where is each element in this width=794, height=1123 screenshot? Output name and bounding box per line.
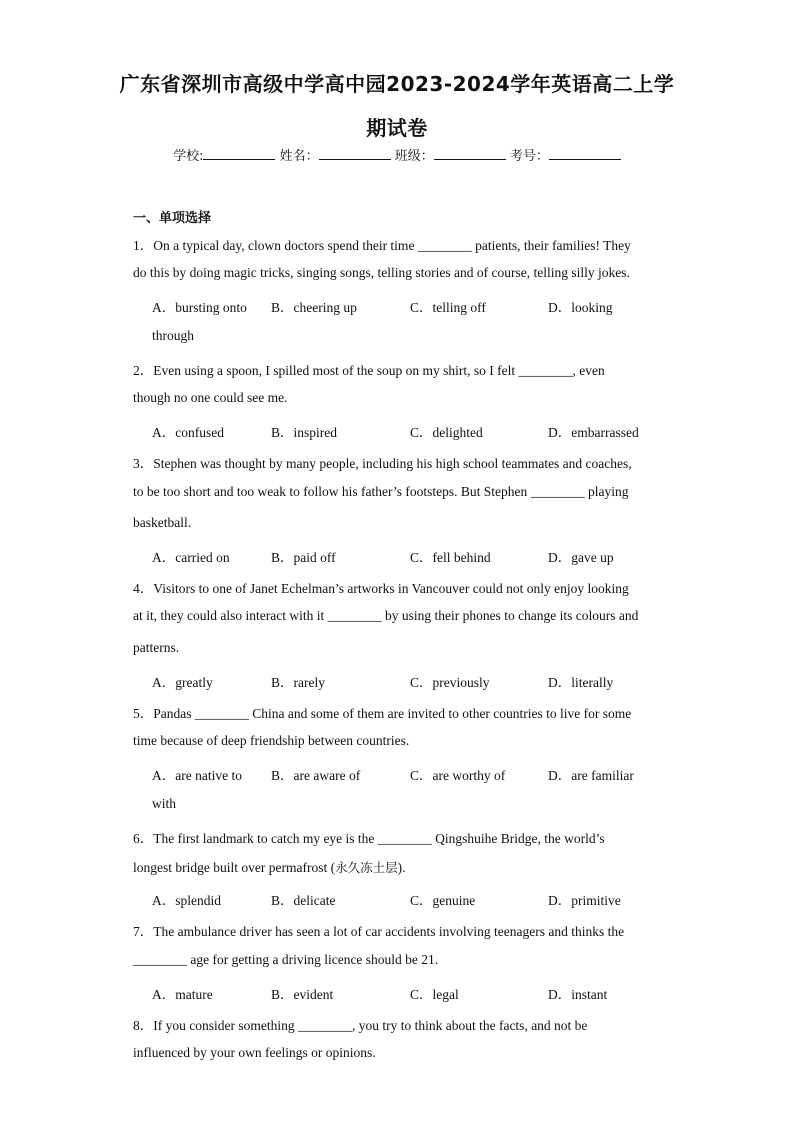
q5-option-d[interactable]: D．are familiar bbox=[548, 768, 634, 783]
question-2-line-2: though no one could see me. bbox=[133, 390, 288, 405]
question-4-line-1: 4．Visitors to one of Janet Echelman’s artworks in Vancouver could not only enjoy looking bbox=[133, 581, 629, 596]
q3-option-c[interactable]: C．fell behind bbox=[410, 550, 491, 565]
q2-option-d[interactable]: D．embarrassed bbox=[548, 425, 639, 440]
q2-option-c[interactable]: C．delighted bbox=[410, 425, 483, 440]
exam-title-line-2: 期试卷 bbox=[366, 116, 428, 140]
exam-title-line-1: 广东省深圳市高级中学高中园2023-2024学年英语高二上学 bbox=[119, 72, 675, 96]
school-field[interactable] bbox=[203, 147, 275, 160]
student-info-row bbox=[0, 145, 794, 164]
question-7-line-1: 7．The ambulance driver has seen a lot of car accidents involving teenagers and thinks the bbox=[133, 924, 625, 939]
question-1-line-2: do this by doing magic tricks, singing songs, telling stories and of course, telling silly jokes. bbox=[133, 265, 630, 280]
q4-option-c[interactable]: C．previously bbox=[410, 675, 490, 690]
q5-option-c[interactable]: C．are worthy of bbox=[410, 768, 506, 783]
q1-option-a[interactable]: A．bursting onto bbox=[152, 300, 247, 315]
q4-option-d[interactable]: D．literally bbox=[548, 675, 614, 690]
q1-option-d[interactable]: D．looking bbox=[548, 300, 613, 315]
q3-option-a[interactable]: A．carried on bbox=[152, 550, 230, 565]
q5-option-b[interactable]: B．are aware of bbox=[271, 768, 361, 783]
question-5-line-1: 5．Pandas ________ China and some of them are invited to other countries to live for some bbox=[133, 706, 632, 721]
number-label: 考号： bbox=[509, 149, 549, 164]
question-8-line-1: 8．If you consider something ________, you try to think about the facts, and not be bbox=[133, 1018, 588, 1033]
class-field[interactable] bbox=[434, 147, 506, 160]
q2-option-b[interactable]: B．inspired bbox=[271, 425, 337, 440]
question-2-line-1: 2．Even using a spoon, I spilled most of the soup on my shirt, so I felt ________, even bbox=[133, 363, 605, 378]
question-5-line-2: time because of deep friendship between countries. bbox=[133, 733, 410, 748]
q2-option-a[interactable]: A．confused bbox=[152, 425, 224, 440]
q6-option-b[interactable]: B．delicate bbox=[271, 893, 336, 908]
section-heading: 一、单项选择 bbox=[133, 211, 212, 226]
q7-option-d[interactable]: D．instant bbox=[548, 987, 608, 1002]
q5-option-d-continued: with bbox=[152, 796, 177, 811]
name-field[interactable] bbox=[319, 147, 391, 160]
q6-option-a[interactable]: A．splendid bbox=[152, 893, 221, 908]
name-label: 姓名： bbox=[279, 149, 319, 164]
number-field[interactable] bbox=[549, 147, 621, 160]
question-8-line-2: influenced by your own feelings or opinions. bbox=[133, 1045, 376, 1060]
q4-option-a[interactable]: A．greatly bbox=[152, 675, 213, 690]
q6-chinese-gloss: 永久冻土层 bbox=[335, 860, 398, 875]
question-3-line-1: 3．Stephen was thought by many people, including his high school teammates and coaches, bbox=[133, 456, 632, 471]
school-label: 学校: bbox=[173, 149, 204, 164]
q4-option-b[interactable]: B．rarely bbox=[271, 675, 325, 690]
q6-line-2-text: longest bridge built over permafrost ( bbox=[133, 860, 336, 875]
q7-option-a[interactable]: A．mature bbox=[152, 987, 213, 1002]
q1-option-b[interactable]: B．cheering up bbox=[271, 300, 357, 315]
class-label: 班级： bbox=[394, 149, 434, 164]
q6-option-c[interactable]: C．genuine bbox=[410, 893, 476, 908]
question-6-line-1: 6．The first landmark to catch my eye is the ________ Qingshuihe Bridge, the world’s bbox=[133, 831, 605, 846]
q1-option-c[interactable]: C．telling off bbox=[410, 300, 486, 315]
question-3-line-3: basketball. bbox=[133, 515, 192, 530]
q6-option-d[interactable]: D．primitive bbox=[548, 893, 621, 908]
q3-option-b[interactable]: B．paid off bbox=[271, 550, 336, 565]
question-6-line-2 bbox=[133, 858, 405, 876]
question-4-line-3: patterns. bbox=[133, 640, 180, 655]
question-1-line-1: 1．On a typical day, clown doctors spend their time ________ patients, their families! They bbox=[133, 238, 631, 253]
q7-option-c[interactable]: C．legal bbox=[410, 987, 459, 1002]
question-3-line-2: to be too short and too weak to follow his father’s footsteps. But Stephen ________ playing bbox=[133, 484, 629, 499]
q5-option-a[interactable]: A．are native to bbox=[152, 768, 242, 783]
q1-option-d-continued: through bbox=[152, 328, 194, 343]
q7-option-b[interactable]: B．evident bbox=[271, 987, 334, 1002]
question-4-line-2: at it, they could also interact with it ________ by using their phones to change its colours and bbox=[133, 608, 639, 623]
q6-line-2-end: ). bbox=[397, 860, 406, 875]
question-7-line-2: ________ age for getting a driving licence should be 21. bbox=[133, 952, 439, 967]
q3-option-d[interactable]: D．gave up bbox=[548, 550, 614, 565]
